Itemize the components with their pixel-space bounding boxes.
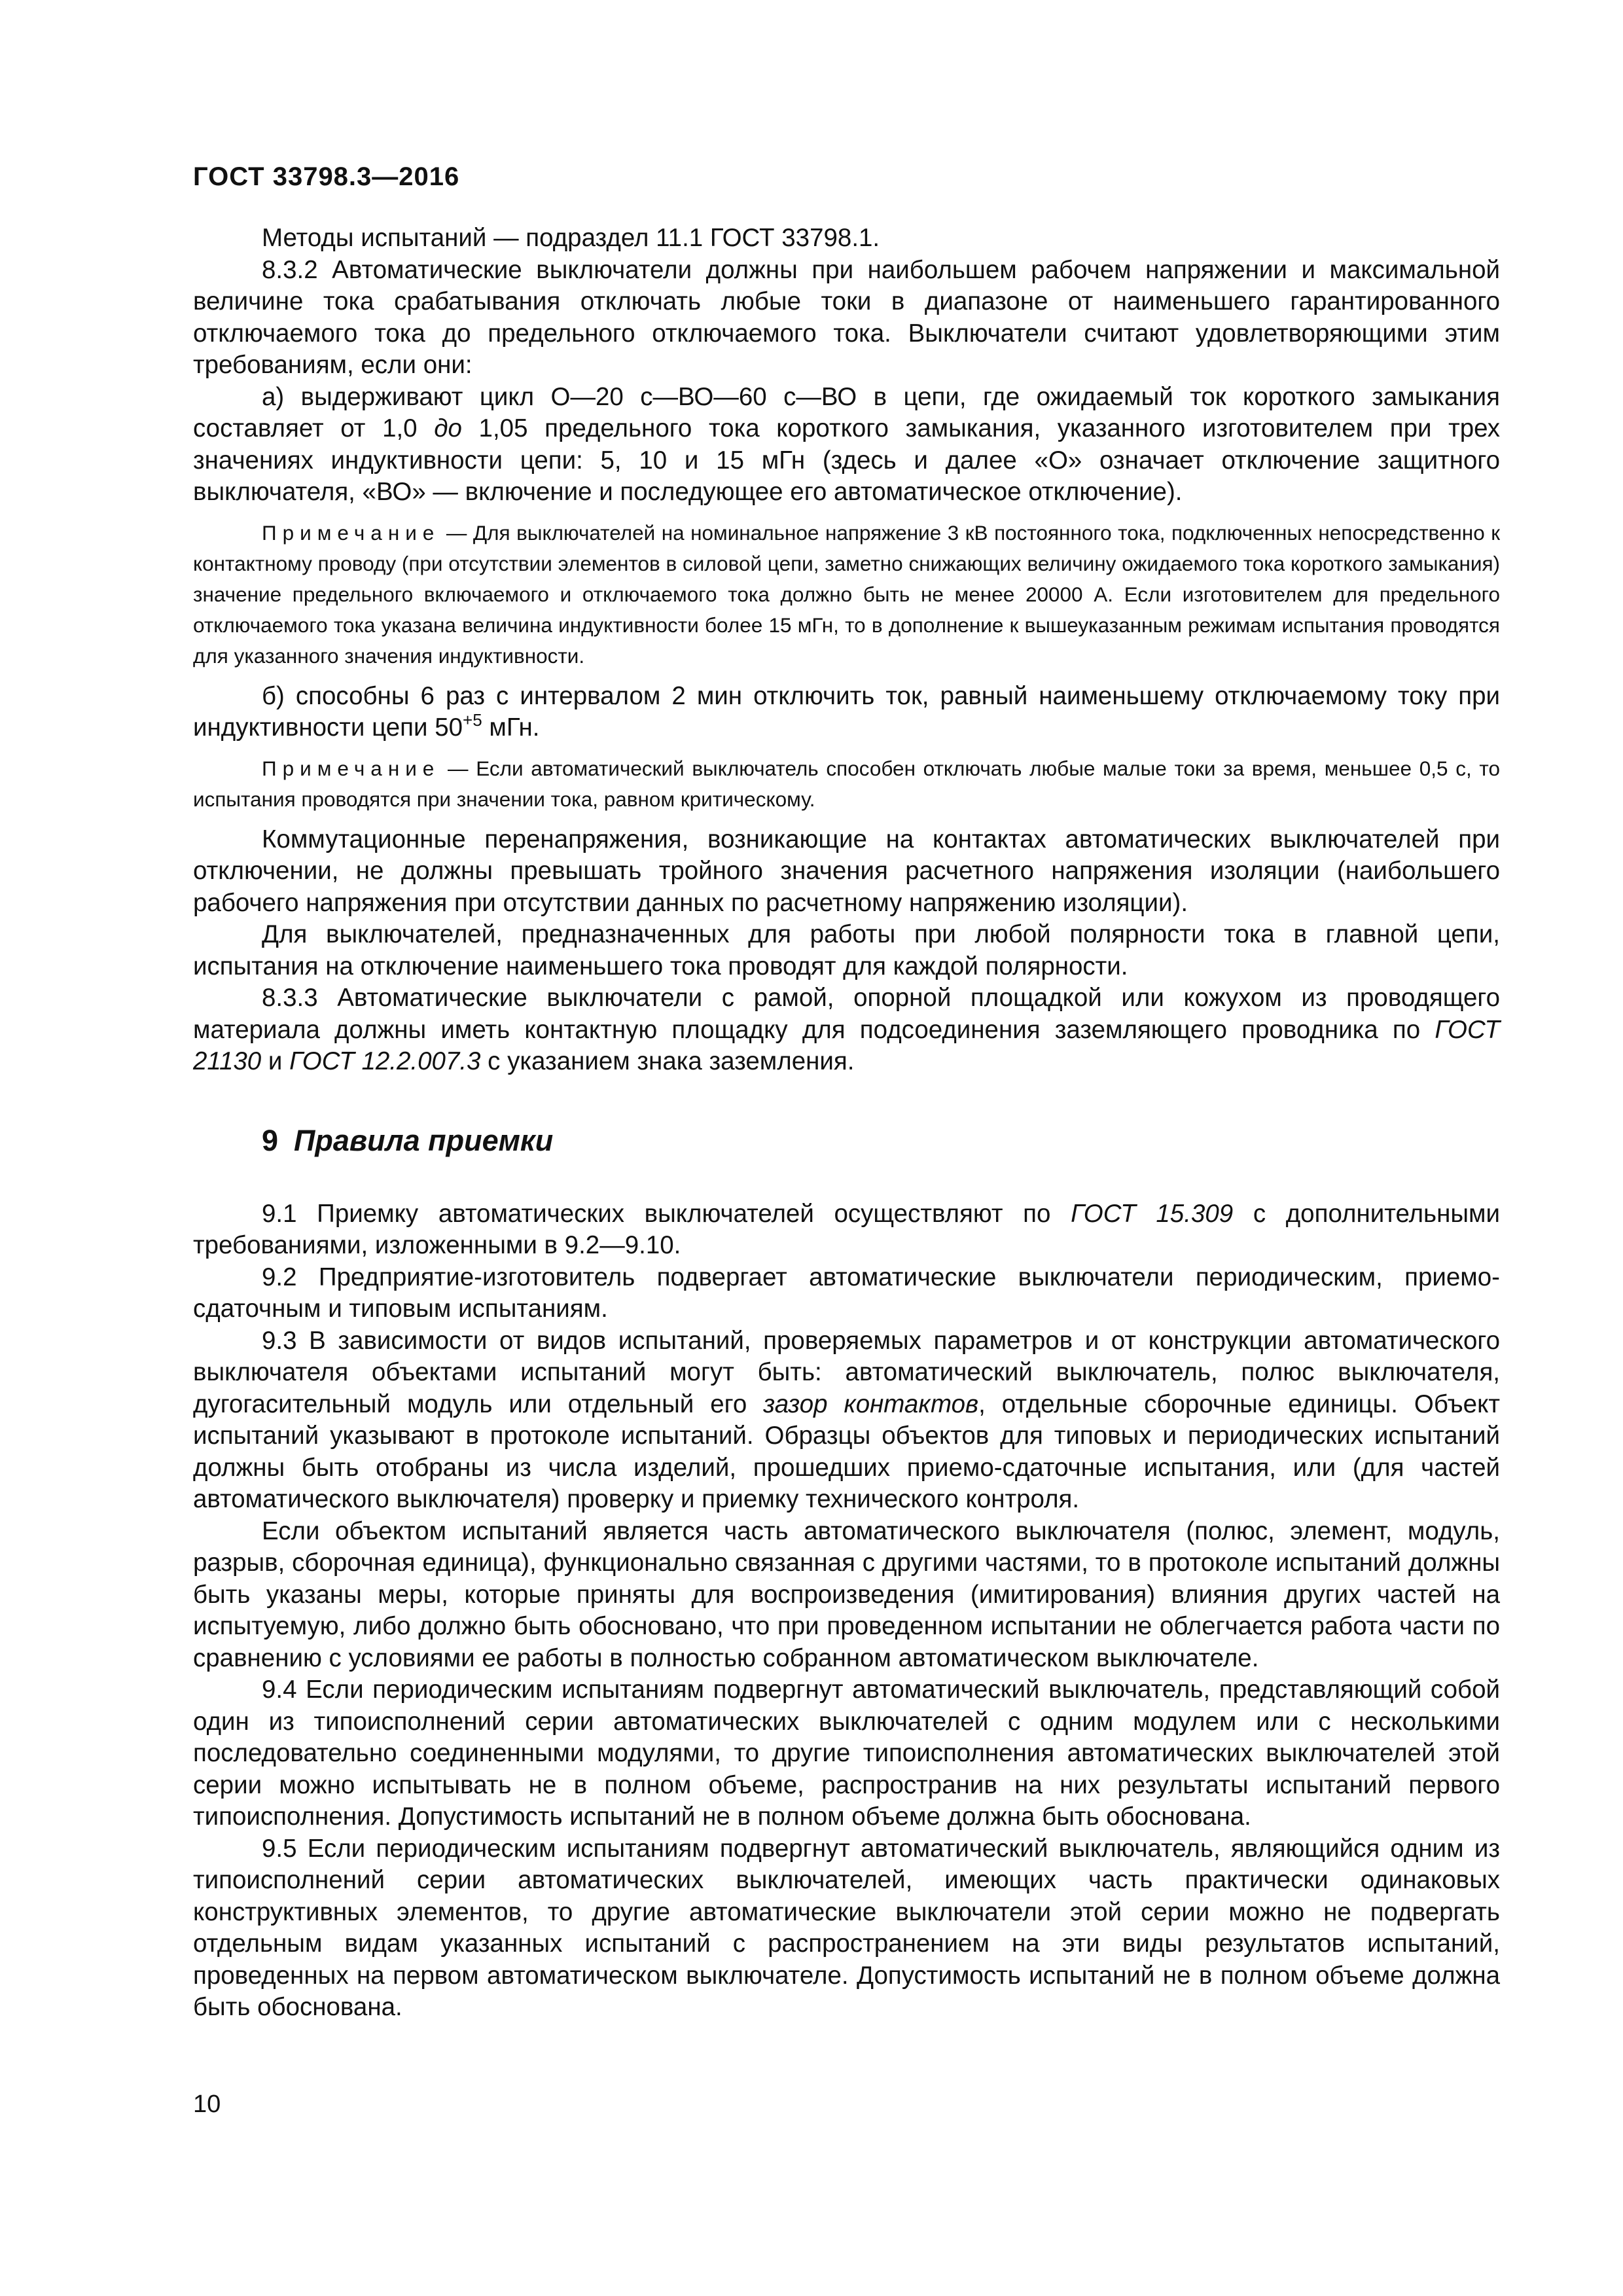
text-run: с указанием знака заземления.	[480, 1047, 855, 1075]
section-number: 9	[262, 1123, 279, 1157]
paragraph-item-b	[193, 681, 1500, 744]
paragraph-9-1	[193, 1198, 1500, 1262]
italic-run: ГОСТ 15.309	[1071, 1199, 1234, 1228]
text-run: с дополнительными требованиями, изложенными в 9.2—9.10.	[193, 1199, 1501, 1259]
page-number: 10	[193, 2090, 221, 2118]
text-run: 1,05 предельного тока короткого замыкания, указанного изготовителем при трех значениях индуктивности цепи: 5, 10 и 15 мГн (здесь и далее «О» означает отключение защитного выключателя, «ВО» — включение и последующее его автоматическое отключение).	[193, 414, 1500, 506]
document-body	[193, 223, 1500, 2024]
paragraph-overvoltage: Коммутационные перенапряжения, возникающие на контактах автоматических выключателей при отключении, не должны превышать тройного значения расчетного напряжения изоляции (наибольшего рабочего напряжения при отсутствии данных по расчетному напряжению изоляции).	[193, 825, 1500, 917]
paragraph-item-a	[193, 382, 1500, 509]
italic-run: зазор контактов	[763, 1390, 979, 1418]
text-run: и	[261, 1047, 290, 1075]
note-2	[193, 753, 1500, 815]
superscript: +5	[463, 710, 482, 730]
text-run: 9.1 Приемку автоматических выключателей осуществляют по	[262, 1199, 1071, 1228]
italic-run: до	[434, 414, 462, 442]
paragraph-9-4: 9.4 Если периодическим испытаниям подвергнут автоматический выключатель, представляющий собой один из типоисполнений серии автоматических выключателей с одним модулем или с несколькими последовательно соединенными модулями, то другие типоисполнения автоматических выключателей этой серии можно испытывать не в полном объеме, распространив на них результаты испытаний первого типоисполнения. Допустимость испытаний не в полном объеме должна быть обоснована.	[193, 1676, 1500, 1831]
note-label: Примечание	[262, 756, 440, 780]
note-text: — Для выключателей на номинальное напряжение 3 кВ постоянного тока, подключенных непосредственно к контактному проводу (при отсутствии элементов в силовой цепи, заметно снижающих величину ожидаемого тока короткого замыкания) значение предельного включаемого и отключаемого тока должно быть не менее 20000 А. Если изготовителем для предельного отключаемого тока указана величина индуктивности более 15 мГн, то в дополнение к вышеуказанным режимам испытания проводятся для указанного значения индуктивности.	[193, 520, 1500, 668]
paragraph-9-5: 9.5 Если периодическим испытаниям подвергнут автоматический выключатель, являющийся одним из типоисполнений серии автоматических выключателей, имеющих часть практически одинаковых конструктивных элементов, то другие автоматические выключатели этой серии можно не подвергать отдельным видам указанных испытаний с распространением на эти виды результатов испытаний, проведенных на первом автоматическом выключателе. Допустимость испытаний не в полном объеме должна быть обоснована.	[193, 1834, 1500, 2021]
paragraph-9-3	[193, 1325, 1500, 1516]
paragraph-8-3-2: 8.3.2 Автоматические выключатели должны при наибольшем рабочем напряжении и максимальной величине тока срабатывания отключать любые токи в диапазоне от наименьшего гарантированного отключаемого тока до предельного отключаемого тока. Выключатели считают удовлетворяющими этим требованиям, если они:	[193, 255, 1500, 379]
section-heading	[193, 1124, 1500, 1158]
section-title: Правила приемки	[294, 1123, 554, 1157]
text-run: б) способны 6 раз с интервалом 2 мин отключить ток, равный наименьшему отключаемому току при индуктивности цепи 50	[193, 681, 1500, 742]
document-header: ГОСТ 33798.3—2016	[193, 162, 460, 191]
paragraph-9-2: 9.2 Предприятие-изготовитель подвергает автоматические выключатели периодическим, приемо-сдаточным и типовым испытаниям.	[193, 1263, 1500, 1323]
note-1	[193, 518, 1500, 672]
italic-run: ГОСТ 12.2.007.3	[289, 1047, 481, 1075]
text-run: 8.3.3 Автоматические выключатели с рамой, опорной площадкой или кожухом из проводящего материала должны иметь контактную площадку для подсоединения заземляющего проводника по	[193, 984, 1500, 1044]
paragraph-object-part: Если объектом испытаний является часть автоматического выключателя (полюс, элемент, модуль, разрыв, сборочная единица), функционально связанная с другими частями, то в протоколе испытаний должны быть указаны меры, которые приняты для воспроизведения (имитирования) влияния других частей на испытуемую, либо должно быть обосновано, что при проведенном испытании не облегчается работа части по сравнению с условиями ее работы в полностью собранном автоматическом выключателе.	[193, 1516, 1500, 1672]
paragraph-8-3-3	[193, 982, 1500, 1078]
note-label: Примечание	[262, 520, 440, 545]
text-run: , отдельные сборочные единицы. Объект испытаний указывают в протоколе испытаний. Образцы объектов для типовых и периодических испытаний должны быть отобраны из числа изделий, прошедших приемо-сдаточные испытания, или (для частей автоматического выключателя) проверку и приемку технического контроля.	[193, 1390, 1500, 1513]
text-run: а) выдерживают цикл О—20 с—ВО—60 с—ВО в цепи, где ожидаемый ток короткого замыкания составляет от 1,0	[193, 382, 1500, 442]
italic-run: ГОСТ 21130	[193, 1015, 1500, 1075]
note-text: — Если автоматический выключатель способен отключать любые малые токи за время, меньшее 0,5 с, то испытания проводятся при значении тока, равном критическому.	[193, 756, 1500, 811]
paragraph-polarity: Для выключателей, предназначенных для работы при любой полярности тока в главной цепи, испытания на отключение наименьшего тока проводят для каждой полярности.	[193, 920, 1500, 980]
text-run: мГн.	[482, 713, 540, 742]
text-run: 9.3 В зависимости от видов испытаний, проверяемых параметров и от конструкции автоматического выключателя объектами испытаний могут быть: автоматический выключатель, полюс выключателя, дугогасительный модуль или отдельный его	[193, 1326, 1500, 1418]
paragraph-methods: Методы испытаний — подраздел 11.1 ГОСТ 33798.1.	[262, 224, 880, 252]
